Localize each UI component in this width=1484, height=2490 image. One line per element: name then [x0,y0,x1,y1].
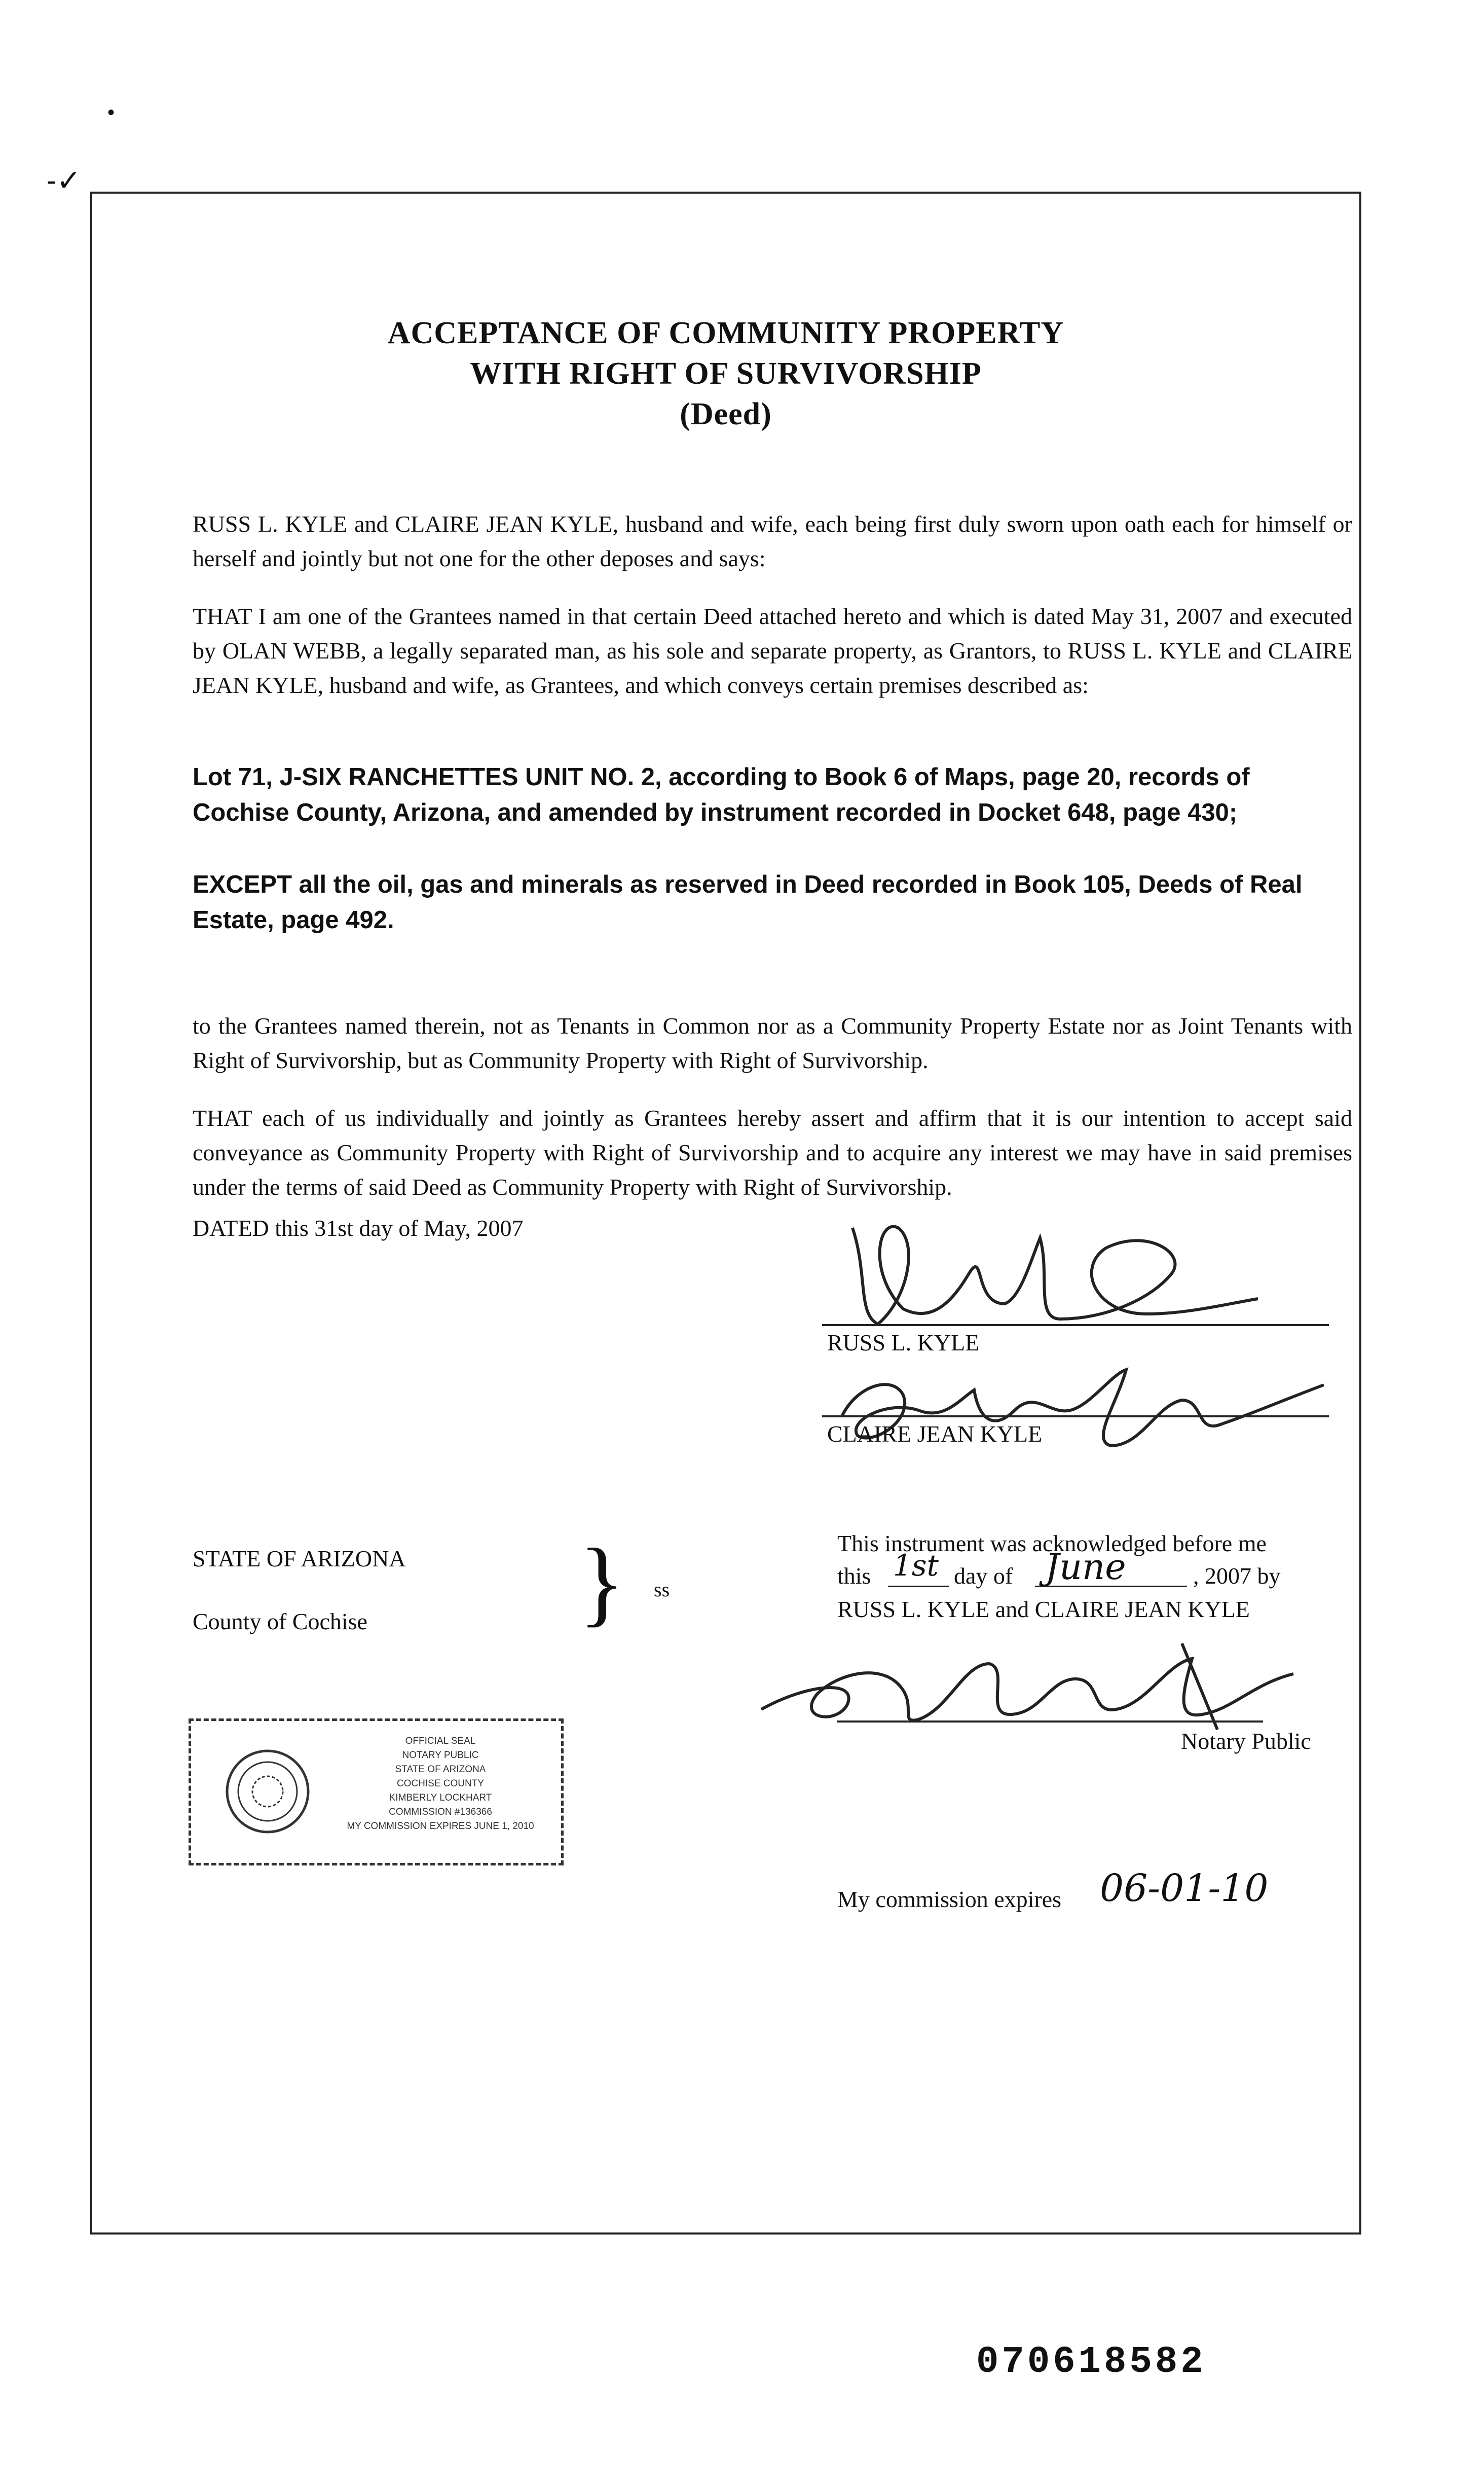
ack-day-line [888,1586,949,1587]
document-number: 070618582 [976,2341,1206,2384]
ack-month-value: June [1045,1546,1126,1588]
seal-line: COMMISSION #136366 [389,1807,492,1817]
commission-value: 06-01-10 [1100,1866,1269,1910]
title-line-1: ACCEPTANCE OF COMMUNITY PROPERTY [387,316,1064,350]
signature-line-2 [822,1415,1329,1417]
dated-line: DATED this 31st day of May, 2007 [193,1215,524,1241]
seal-line: COCHISE COUNTY [396,1778,485,1789]
signer-name-1: RUSS L. KYLE [827,1330,980,1356]
state-seal-emblem [225,1748,311,1835]
seal-line: OFFICIAL SEAL [405,1736,476,1746]
legal-description: Lot 71, J-SIX RANCHETTES UNIT NO. 2, according to Book 6 of Maps, page 20, records of Cochise County, Arizona, and amended by instrument recorded in Docket 648, page 430; [193,763,1250,826]
commission-label: My commission expires [837,1886,1062,1912]
notary-signature-line [837,1720,1263,1723]
title-line-2: WITH RIGHT OF SURVIVORSHIP [470,356,982,391]
intro-paragraph: RUSS L. KYLE and CLAIRE JEAN KYLE, husband and wife, each being first duly sworn upon oath each for himself or herself and jointly but not one for the other deposes and says: [193,511,1352,571]
venue-brace: } [579,1529,625,1636]
venue-county: County of Cochise [193,1608,367,1634]
ack-month-line [1035,1586,1187,1587]
margin-dot: • [107,101,115,124]
ack-day-of: day of [954,1563,1013,1589]
signature-russ-kyle [822,1197,1278,1339]
ack-this: this [837,1563,871,1589]
notary-public-label: Notary Public [1181,1728,1311,1754]
seal-line: MY COMMISSION EXPIRES JUNE 1, 2010 [347,1821,534,1832]
ack-names: RUSS L. KYLE and CLAIRE JEAN KYLE [837,1596,1250,1622]
ack-year: , 2007 by [1193,1563,1281,1589]
notary-seal-stamp [189,1718,564,1865]
ack-line-1: This instrument was acknowledged before me [837,1530,1267,1556]
document-frame [90,192,1361,2235]
that-paragraph-2: THAT each of us individually and jointly as Grantees hereby assert and affirm that it is our intention to accept said conveyance as Community Property with Right of Survivorship and to acquire any interest we may have in said premises under the terms of said Deed as Community Property with Right of Survivorship. [193,1105,1352,1200]
margin-check-mark: -✓ [47,164,81,197]
grantees-paragraph: to the Grantees named therein, not as Tenants in Common nor as a Community Property Estate nor as Joint Tenants with Right of Survivorship, but as Community Property with Right of Survivorship. [193,1013,1352,1073]
legal-exception: EXCEPT all the oil, gas and minerals as reserved in Deed recorded in Book 105, Deeds of Real Estate, page 492. [193,871,1303,934]
signature-line-1 [822,1324,1329,1326]
venue-state: STATE OF ARIZONA [193,1546,406,1571]
seal-line: STATE OF ARIZONA [395,1764,486,1775]
seal-text [329,1734,552,1834]
venue-ss: ss [654,1578,670,1601]
signature-notary [746,1633,1324,1740]
title-line-3: (Deed) [680,397,772,431]
seal-line: KIMBERLY LOCKHART [389,1792,492,1803]
that-paragraph-1: THAT I am one of the Grantees named in that certain Deed attached hereto and which is dated May 31, 2007 and executed by OLAN WEBB, a legally separated man, as his sole and separate property, as Grantors, to RUSS L. KYLE and CLAIRE JEAN KYLE, husband and wife, as Grantees, and which conveys certain premises described as: [193,603,1352,698]
ack-day-value: 1st [893,1548,939,1583]
seal-line: NOTARY PUBLIC [402,1750,479,1761]
signer-name-2: CLAIRE JEAN KYLE [827,1421,1043,1447]
